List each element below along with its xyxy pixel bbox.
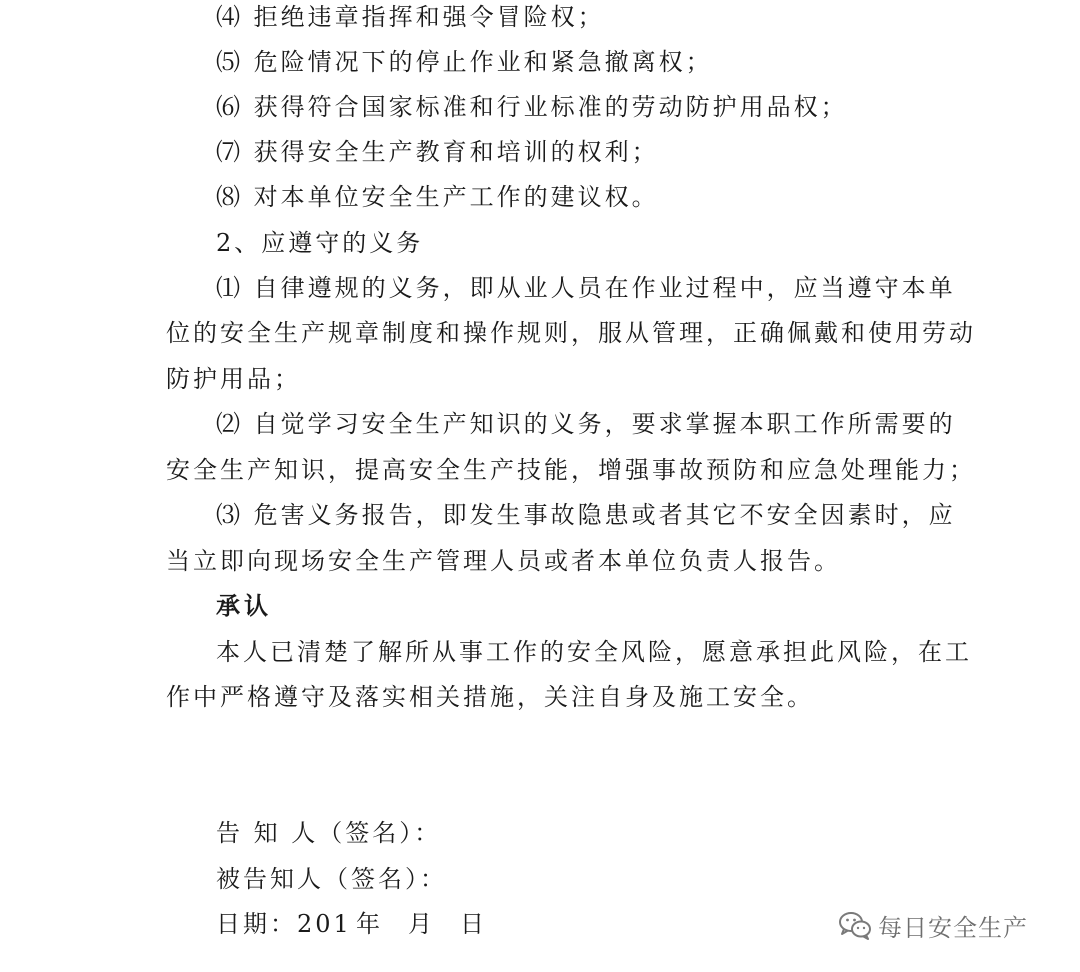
right-item-7: ⑺ 获得安全生产教育和培训的权利； [216,138,659,166]
right-item-6: ⑹ 获得符合国家标准和行业标准的劳动防护用品权； [216,93,848,121]
watermark [838,908,1028,942]
wechat-icon [838,910,872,940]
right-item-4: ⑷ 拒绝违章指挥和强令冒险权； [216,3,605,31]
date-year: 年 [356,910,383,938]
duty-item-2-line-1: ⑵ 自觉学习安全生产知识的义务，要求掌握本职工作所需要的 [216,410,956,438]
right-item-8: ⑻ 对本单位安全生产工作的建议权。 [216,183,659,211]
date-month: 月 [408,910,435,938]
duties-heading: 2、应遵守的义务 [216,229,424,257]
acknowledgement-line-2: 作中严格遵守及落实相关措施，关注自身及施工安全。 [166,683,814,711]
acknowledgement-line-1: 本人已清楚了解所从事工作的安全风险，愿意承担此风险，在工 [216,638,972,666]
duty-item-3-line-1: ⑶ 危害义务报告，即发生事故隐患或者其它不安全因素时，应 [216,501,956,529]
acknowledgement-heading: 承认 [216,591,272,620]
duty-item-2-line-2: 安全生产知识，提高安全生产技能，增强事故预防和应急处理能力； [166,456,976,484]
duty-item-1-line-2: 位的安全生产规章制度和操作规则，服从管理，正确佩戴和使用劳动 [166,319,976,347]
right-item-5: ⑸ 危险情况下的停止作业和紧急撤离权； [216,48,713,76]
duty-item-1-line-1: ⑴ 自律遵规的义务，即从业人员在作业过程中，应当遵守本单 [216,274,956,302]
notifier-signature-label: 告 知 人（签名）： [216,819,442,847]
notified-signature-label: 被告知人（签名）： [216,865,447,893]
date-day: 日 [460,910,487,938]
date-label: 日期：201 [216,910,352,938]
duty-item-3-line-2: 当立即向现场安全生产管理人员或者本单位负责人报告。 [166,547,841,575]
duty-item-1-line-3: 防护用品； [166,365,301,393]
watermark-text: 每日安全生产 [878,913,1028,942]
